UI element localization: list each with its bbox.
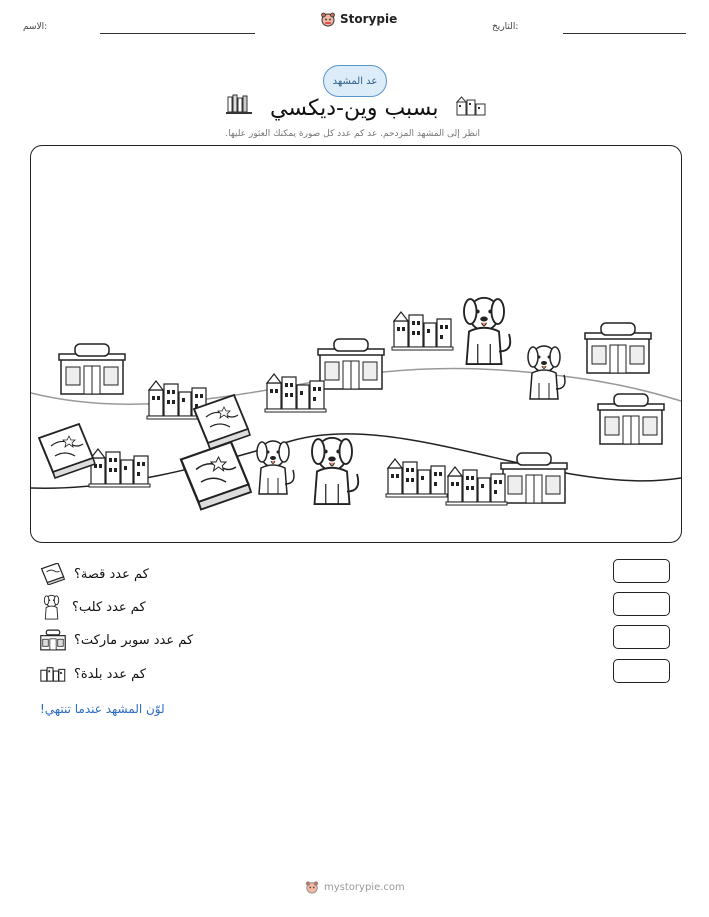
question-towns-text: كم عدد بلدة؟ [74,666,146,682]
dog-4 [312,438,358,504]
town-4 [89,449,150,487]
question-supermarkets [40,627,193,653]
color-instruction: لوّن المشهد عندما تنتهي! [40,702,165,716]
supermarket-5 [501,453,567,503]
book-2 [39,424,95,478]
footer-url[interactable]: mystorypie.com [324,881,405,893]
brand-name: Storypie [340,12,398,26]
question-books-text: كم عدد قصة؟ [74,566,149,582]
page-title: بسبب وين-ديكسي [270,96,439,121]
supermarket-icon [40,629,66,651]
question-towns [40,661,146,687]
date-label: التاريخ: [492,22,519,32]
date-line[interactable] [563,33,686,34]
supermarket-1 [59,344,125,394]
scene-drawing [31,146,681,542]
answer-box-towns[interactable] [613,659,670,683]
town-title-icon [456,96,486,116]
supermarket-4 [598,394,664,444]
town-5 [386,459,447,497]
dog-1 [464,298,510,364]
question-dogs-text: كم عدد كلب؟ [72,599,146,615]
name-line[interactable] [100,33,255,34]
activity-badge: عد المشهد [323,65,387,97]
instructions: انظر إلى المشهد المزدحم. عد كم عدد كل صورة يمكنك العثور عليها. [225,129,480,139]
answer-box-books[interactable] [613,559,670,583]
town-6 [446,467,507,505]
question-books [40,561,149,587]
counting-scene [30,145,682,543]
book-3 [181,442,251,510]
question-dogs [40,594,146,620]
question-supermarkets-text: كم عدد سوبر ماركت؟ [74,632,194,648]
storypie-mascot-icon [320,11,336,27]
dog-icon [40,594,64,620]
book-icon [40,563,66,585]
footer [305,880,405,894]
town-3 [392,312,453,350]
supermarket-2 [318,339,384,389]
supermarket-3 [585,323,651,373]
town-icon [40,664,66,684]
dog-3 [257,441,294,494]
answer-box-dogs[interactable] [613,592,670,616]
town-2 [265,374,326,412]
bookshelf-icon [226,94,252,116]
name-label: الاسم: [23,22,48,32]
storypie-footer-icon [305,880,319,894]
brand-logo [320,11,397,27]
answer-box-supermarkets[interactable] [613,625,670,649]
dog-2 [528,346,565,399]
